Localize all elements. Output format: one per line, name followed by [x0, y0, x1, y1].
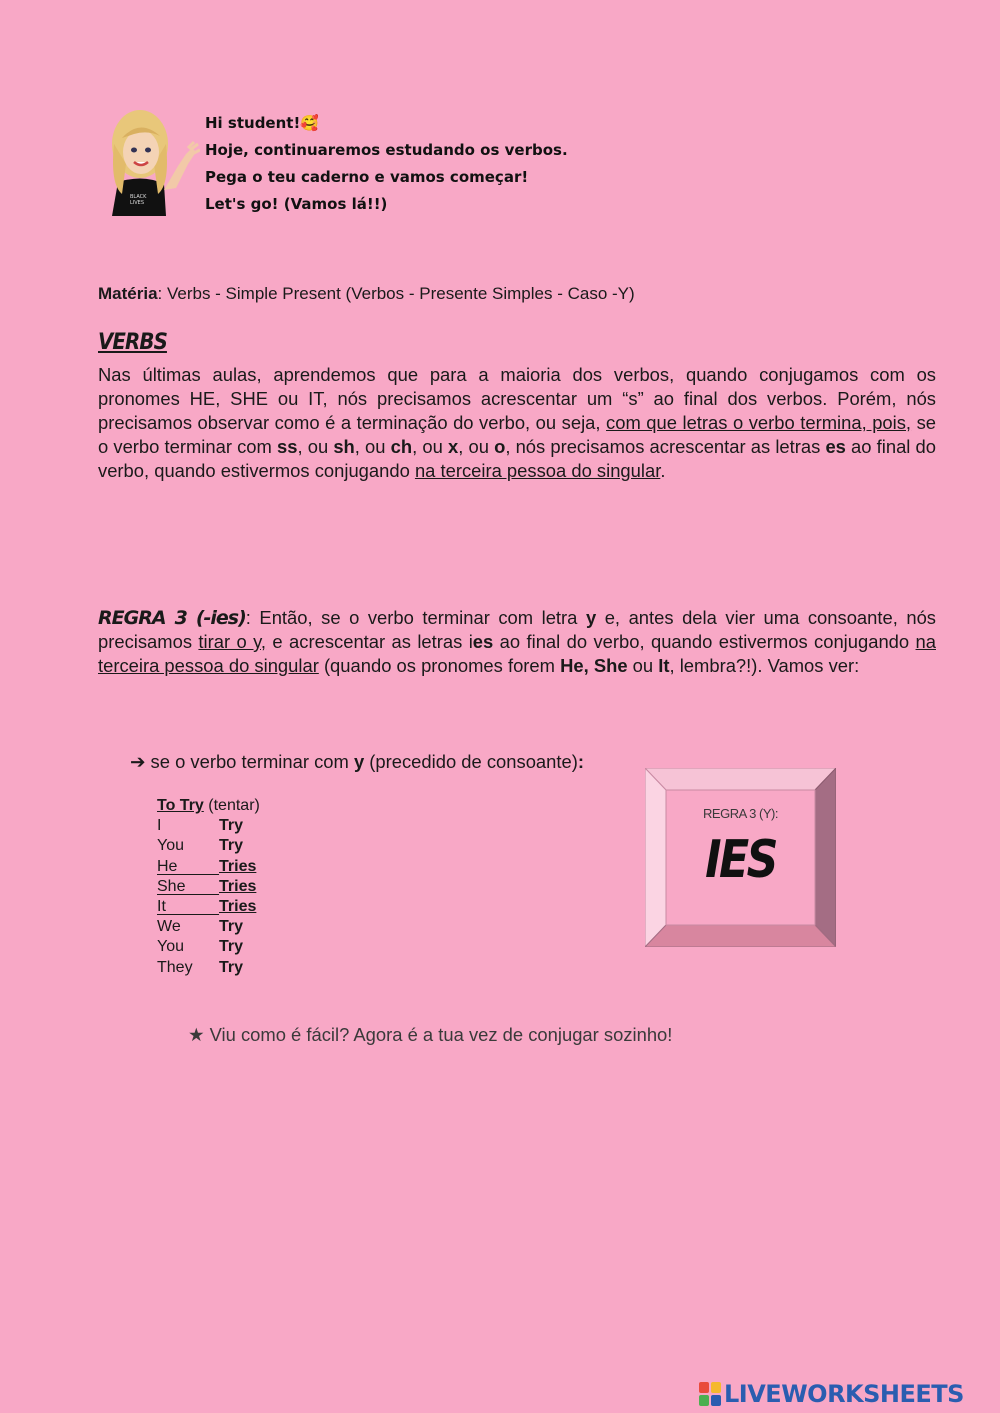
p1-text: se o verbo terminar com	[98, 412, 936, 457]
p2-text: e, antes dela vier uma consoante, nós precisamos	[98, 607, 937, 652]
verbs-heading: VERBS	[98, 330, 167, 355]
verb-form: Tries	[219, 898, 257, 916]
verb-form: Tries	[219, 877, 257, 895]
pronoun: He	[157, 857, 219, 875]
liveworksheets-logo-icon	[698, 1381, 722, 1407]
greeting-line-1: Hi student!	[205, 114, 301, 132]
p1-text: , ou	[354, 436, 391, 457]
verb-translation: (tentar)	[203, 797, 260, 814]
rule-3-heading: REGRA 3 (-ies)	[98, 607, 246, 629]
bullet-colon: :	[577, 751, 584, 772]
p1-text: Nas últimas aulas, aprendemos que para a maioria dos verbos, quando conjugamos com os pronomes HE, SHE ou IT, nós precisamos acrescentar um “s” ao final dos verbos. Porém, nós precisamos observar como é a terminação do verbo, ou seja,	[98, 364, 936, 433]
p1-text: ao final do verbo, quando estivermos conjugando	[98, 436, 936, 481]
logo-cell	[699, 1382, 709, 1393]
pronoun: They	[157, 958, 193, 976]
verb-form: Try	[219, 958, 244, 976]
pronoun: We	[157, 918, 181, 936]
star-note	[188, 1024, 672, 1046]
conjugation-row	[157, 917, 260, 937]
p2-bold: y	[585, 607, 597, 628]
bullet-bold: y	[353, 751, 365, 772]
pronoun: It	[157, 897, 219, 915]
p2-bold: He, She	[560, 655, 628, 676]
verb-form: Tries	[219, 857, 257, 875]
p2-underline-2: na terceira pessoa do singular	[98, 631, 936, 676]
p1-text: , nós precisamos acrescentar as letras	[505, 436, 826, 457]
verb-infinitive: To Try	[157, 797, 204, 814]
pronoun: She	[157, 877, 219, 895]
greeting-block	[205, 110, 568, 218]
conjugation-table	[157, 796, 260, 978]
conjugation-row	[157, 857, 260, 877]
p2-bold: es	[472, 631, 494, 652]
bullet-text: (precedido de consoante)	[364, 751, 578, 772]
conjugation-title	[157, 796, 260, 816]
conjugation-row	[157, 877, 260, 897]
arrow-icon: ➔	[130, 751, 146, 772]
conjugation-row	[157, 897, 260, 917]
p1-bold: sh	[333, 436, 355, 457]
subject-text: : Verbs - Simple Present (Verbos - Presente Simples - Caso -Y)	[157, 284, 635, 303]
p2-text: e acrescentar as letras i	[266, 631, 473, 652]
p2-text: , lembra?!). Vamos ver:	[669, 655, 860, 676]
p1-text: , ou	[297, 436, 334, 457]
logo-cell	[711, 1395, 721, 1406]
p2-text: : Então, se o verbo terminar com letra	[245, 607, 586, 628]
star-note-text: Viu como é fácil? Agora é a tua vez de conjugar sozinho!	[204, 1024, 673, 1045]
p1-bold: x	[447, 436, 459, 457]
brand-name: LIVEWORKSHEETS	[724, 1380, 964, 1408]
p1-text: .	[660, 460, 666, 481]
rule-3-paragraph	[98, 606, 936, 678]
verb-form: Try	[219, 837, 244, 855]
verb-form: Try	[219, 938, 244, 956]
rule-box-ending: IES	[705, 830, 776, 890]
conjugation-row	[157, 937, 260, 957]
verb-form: Try	[219, 918, 244, 936]
logo-cell	[699, 1395, 709, 1406]
p1-underline-2: na terceira pessoa do singular	[414, 460, 661, 481]
pronoun: You	[157, 837, 184, 855]
conjugation-row	[157, 836, 260, 856]
p1-bold: ss	[277, 436, 298, 457]
conjugation-row	[157, 958, 260, 978]
rule-3-box	[645, 768, 836, 947]
subject-label: Matéria	[98, 284, 158, 303]
star-icon: ★	[188, 1024, 205, 1045]
p2-text: (quando os pronomes forem	[318, 655, 561, 676]
svg-text:BLACK: BLACK	[130, 194, 147, 200]
p1-bold: es	[825, 436, 846, 457]
p1-bold: ch	[390, 436, 413, 457]
p2-text: ou	[627, 655, 659, 676]
p2-text: ao final do verbo, quando estivermos conjugando	[493, 631, 916, 652]
bullet-y-ending	[130, 751, 584, 773]
greeting-line-4: Let's go! (Vamos lá!!)	[205, 195, 388, 213]
p1-underline-1: com que letras o verbo termina, pois,	[606, 412, 912, 433]
conjugation-row	[157, 816, 260, 836]
rule-box-label: REGRA 3 (Y):	[703, 806, 778, 821]
svg-text:LIVES: LIVES	[130, 200, 145, 206]
p1-bold: o	[494, 436, 506, 457]
p1-text: , ou	[458, 436, 495, 457]
bullet-text: se o verbo terminar com	[145, 751, 354, 772]
logo-cell	[711, 1382, 721, 1393]
greeting-line-2: Hoje, continuaremos estudando os verbos.	[205, 141, 568, 159]
subject-line	[98, 284, 635, 304]
p2-bold: It	[658, 655, 670, 676]
pronoun: You	[157, 938, 184, 956]
greeting-line-3: Pega o teu caderno e vamos começar!	[205, 168, 529, 186]
p1-text: , ou	[412, 436, 448, 457]
footer-brand	[698, 1378, 964, 1410]
verb-form: Try	[219, 817, 244, 835]
pronoun: I	[157, 817, 162, 835]
smiling-hearts-emoji-icon: 🥰	[300, 114, 319, 132]
waving-girl-avatar-icon	[104, 104, 200, 218]
intro-paragraph	[98, 363, 936, 483]
p2-underline-1: tirar o y,	[198, 631, 267, 652]
